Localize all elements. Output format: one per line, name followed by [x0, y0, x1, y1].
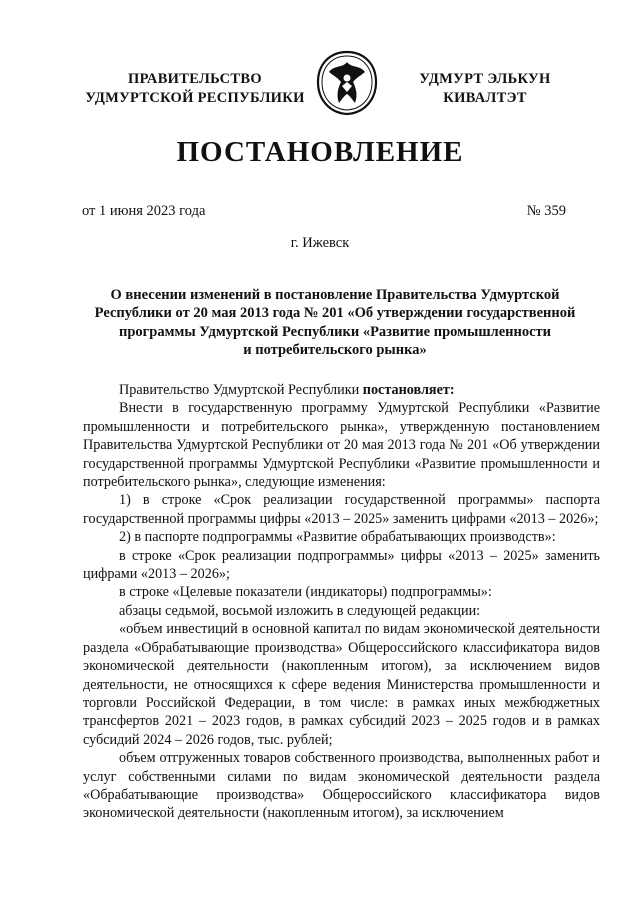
- body-paragraph: «объем инвестиций в основной капитал по видам экономической деятельности раздела «Обрабатывающие производства» Общероссийского классификатора видов экономической деятельности (накопленным итогом), за исключением видов деятельности, не относящихся к сфере ведения Министерства промышленности и торговли Российской Федерации, в том числе: в рамках иных межбюджетных трансфертов 2021 – 2023 годов, в рамках субсидий 2023 – 2025 годов и в рамках субсидий 2024 – 2026 годов, тыс. рублей;: [83, 621, 600, 748]
- preamble-text: Правительство Удмуртской Республики: [119, 382, 363, 398]
- preamble-colon: :: [449, 382, 455, 398]
- subject-line: и потребительского рынка»: [243, 342, 427, 359]
- issuer-name-udmurt: [380, 70, 590, 108]
- document-subject: [85, 286, 585, 360]
- udmurt-coat-of-arms-icon: [312, 50, 382, 116]
- subject-line: Республики от 20 мая 2013 года № 201 «Об утверждении государственной: [94, 305, 576, 322]
- preamble-bold-verb: постановляет: [362, 382, 450, 398]
- subject-line: программы Удмуртской Республики «Развитие промышленности: [119, 323, 551, 340]
- body-paragraph: 2) в паспорте подпрограммы «Развитие обрабатывающих производств»:: [119, 529, 556, 546]
- body-paragraph-preamble: [83, 381, 600, 399]
- document-title: ПОСТАНОВЛЕНИЕ: [176, 136, 464, 168]
- document-city: г. Ижевск: [290, 235, 350, 251]
- body-paragraph: в строке «Целевые показатели (индикаторы) подпрограммы»:: [119, 584, 492, 601]
- body-paragraph: в строке «Срок реализации подпрограммы» цифры «2013 – 2025» заменить цифрами «2013 – 2026»;: [83, 547, 600, 583]
- document-number: № 359: [526, 203, 566, 219]
- body-paragraph: абзацы седьмой, восьмой изложить в следующей редакции:: [119, 602, 481, 619]
- document-body: [83, 381, 600, 823]
- issuer-udm-line-2: КИВАЛТЭТ: [443, 90, 527, 106]
- body-paragraph: 1) в строке «Срок реализации государственной программы» паспорта государственной программы цифры «2013 – 2025» заменить цифрами «2013 – 2026»;: [83, 492, 600, 527]
- body-paragraph: Внести в государственную программу Удмуртской Республики «Развитие промышленности и потребительского рынка», утвержденную постановлением Правительства Удмуртской Республики от 20 мая 2013 года № 201 «Об утверждении государственной программы Удмуртской Республики «Развитие промышленности и потребительского рынка», следующие изменения:: [83, 400, 600, 491]
- subject-line: О внесении изменений в постановление Правительства Удмуртской: [110, 287, 560, 303]
- issuer-line-1: ПРАВИТЕЛЬСТВО: [128, 71, 262, 87]
- issuer-udm-line-1: УДМУРТ ЭЛЬКУН: [419, 71, 551, 87]
- body-paragraph: объем отгруженных товаров собственного производства, выполненных работ и услуг собственными силами по видам экономической деятельности раздела «Обрабатывающие производства» Общероссийского классификатора видов экономической деятельности (накопленным итогом), за исключением: [83, 750, 600, 822]
- issuer-line-2: УДМУРТСКОЙ РЕСПУБЛИКИ: [85, 90, 305, 106]
- document-date: от 1 июня 2023 года: [82, 203, 206, 219]
- issuer-name-russian: [60, 70, 330, 108]
